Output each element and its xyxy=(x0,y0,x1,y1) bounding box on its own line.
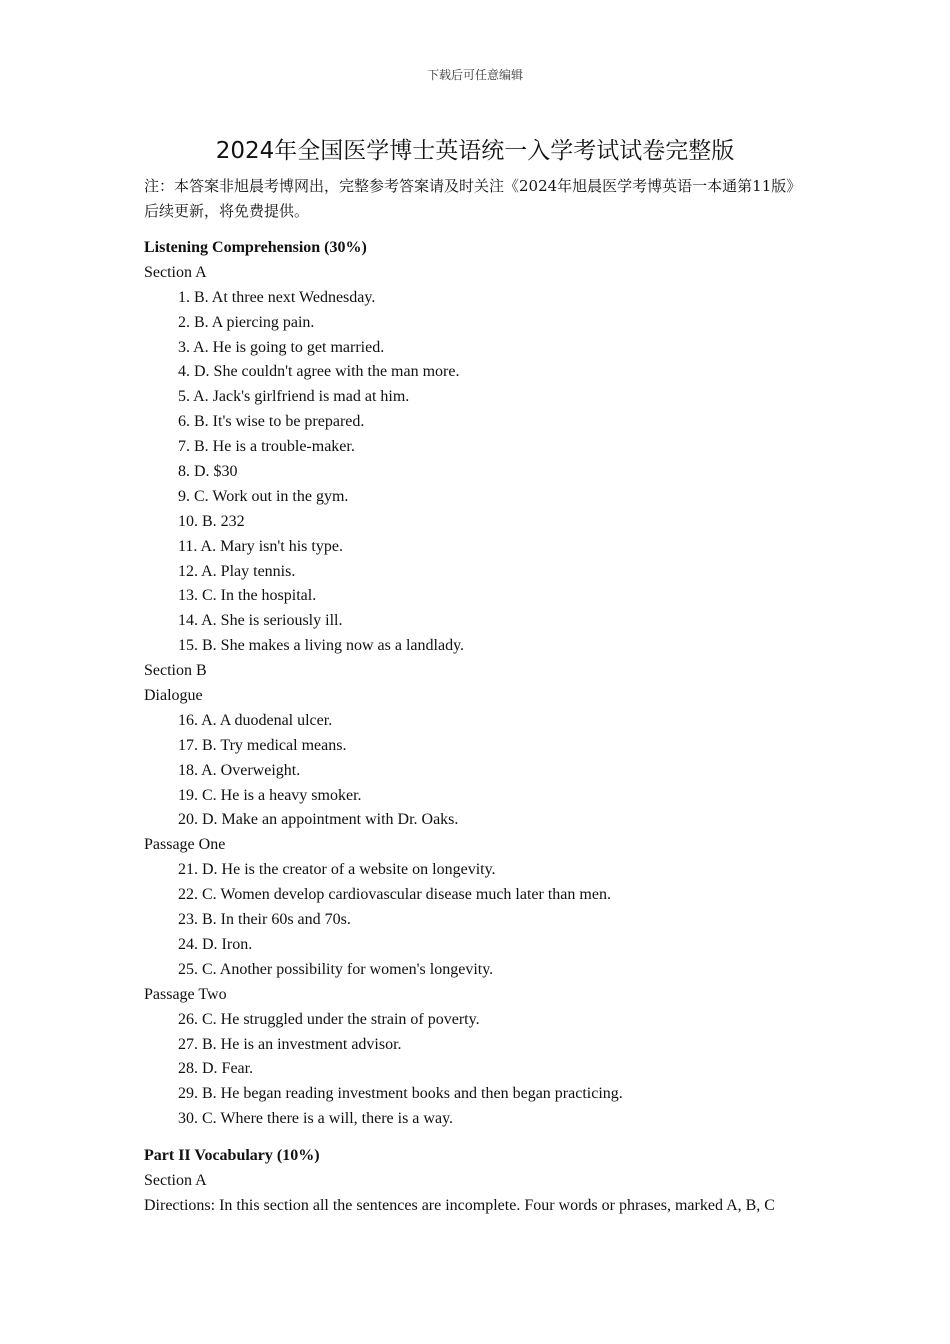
answer-item: 24. D. Iron. xyxy=(178,935,253,953)
answer-content xyxy=(144,236,814,1219)
answer-item: 12. A. Play tennis. xyxy=(178,562,296,580)
answer-item: 16. A. A duodenal ulcer. xyxy=(178,711,333,729)
answer-item: 20. D. Make an appointment with Dr. Oaks. xyxy=(178,811,459,829)
answer-note: 注：本答案非旭晨考博网出，完整参考答案请及时关注《2024年旭晨医学考博英语一本通第11版》后续更新，将免费提供。 xyxy=(144,177,802,220)
vocabulary-section-a-label: Section A xyxy=(144,1171,207,1189)
section-a-list xyxy=(144,286,814,659)
answer-item: 25. C. Another possibility for women's longevity. xyxy=(178,960,494,978)
answer-item: 2. B. A piercing pain. xyxy=(178,313,315,331)
answer-item: 28. D. Fear. xyxy=(178,1060,254,1078)
answer-item: 23. B. In their 60s and 70s. xyxy=(178,911,351,929)
answer-item: 9. C. Work out in the gym. xyxy=(178,487,349,505)
answer-item: 1. B. At three next Wednesday. xyxy=(178,288,376,306)
listening-heading: Listening Comprehension (30%) xyxy=(144,239,367,256)
document-title: 2024年全国医学博士英语统一入学考试试卷完整版 xyxy=(215,138,735,164)
answer-item: 6. B. It's wise to be prepared. xyxy=(178,413,365,431)
answer-item: 30. C. Where there is a will, there is a way. xyxy=(178,1110,454,1128)
vocabulary-heading: Part II Vocabulary (10%) xyxy=(144,1147,320,1165)
answer-item: 3. A. He is going to get married. xyxy=(178,338,385,356)
answer-item: 8. D. $30 xyxy=(178,463,238,481)
section-b-label: Section B xyxy=(144,662,207,680)
header-note: 下载后可任意编辑 xyxy=(426,68,523,82)
passage-two-list xyxy=(144,1008,814,1132)
answer-item: 4. D. She couldn't agree with the man more. xyxy=(178,363,460,381)
answer-item: 19. C. He is a heavy smoker. xyxy=(178,786,362,804)
answer-item: 17. B. Try medical means. xyxy=(178,736,347,754)
answer-item: 11. A. Mary isn't his type. xyxy=(178,537,343,555)
vocabulary-directions: Directions: In this section all the sentences are incomplete. Four words or phrases, marked A, B, C xyxy=(144,1196,775,1214)
answer-item: 10. B. 232 xyxy=(178,512,245,530)
answer-item: 5. A. Jack's girlfriend is mad at him. xyxy=(178,388,410,406)
passage-one-list xyxy=(144,858,814,982)
dialogue-label: Dialogue xyxy=(144,687,203,705)
answer-item: 29. B. He began reading investment books and then began practicing. xyxy=(178,1085,623,1103)
answer-item: 26. C. He struggled under the strain of poverty. xyxy=(178,1010,480,1028)
answer-item: 13. C. In the hospital. xyxy=(178,587,317,605)
answer-item: 15. B. She makes a living now as a landlady. xyxy=(178,637,465,655)
passage-two-label: Passage Two xyxy=(144,985,227,1003)
answer-item: 27. B. He is an investment advisor. xyxy=(178,1035,402,1053)
answer-item: 18. A. Overweight. xyxy=(178,761,301,779)
passage-one-label: Passage One xyxy=(144,836,226,854)
answer-item: 14. A. She is seriously ill. xyxy=(178,612,343,630)
answer-item: 21. D. He is the creator of a website on longevity. xyxy=(178,861,496,879)
answer-item: 22. C. Women develop cardiovascular disease much later than men. xyxy=(178,886,611,904)
section-a-label: Section A xyxy=(144,263,207,281)
answer-item: 7. B. He is a trouble-maker. xyxy=(178,438,355,456)
dialogue-list xyxy=(144,709,814,833)
